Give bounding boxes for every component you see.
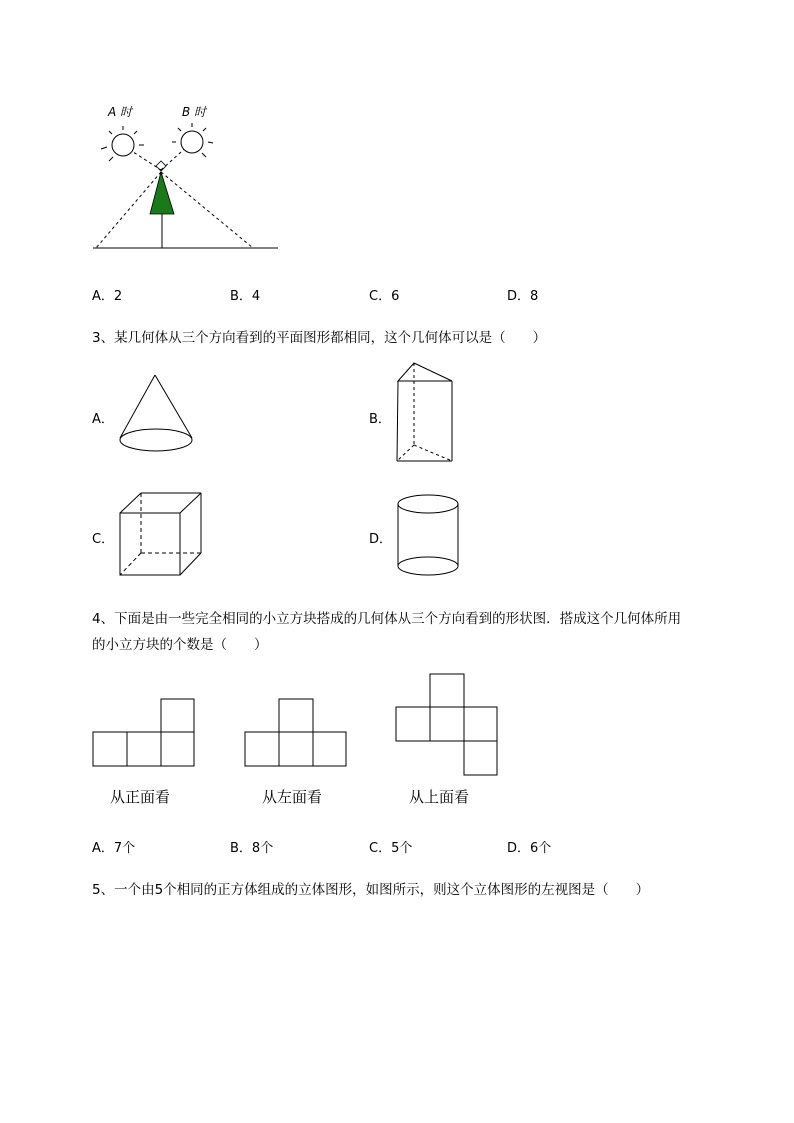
q2-option-d[interactable]: D．8 xyxy=(507,289,539,304)
q3-option-b-label[interactable]: B． xyxy=(369,412,391,427)
front-view-caption: 从正面看 xyxy=(110,788,171,806)
q3-option-a-label[interactable]: A． xyxy=(92,412,114,427)
q4-question-text-line2: 的小立方块的个数是（ ） xyxy=(92,637,268,653)
cone-shape xyxy=(120,375,192,451)
prism-shape xyxy=(397,363,452,461)
q4-option-a[interactable]: A．7个 xyxy=(92,841,136,856)
q3-option-d-label[interactable]: D． xyxy=(369,532,393,547)
q4-option-c[interactable]: C．5个 xyxy=(369,841,413,856)
left-view-caption: 从左面看 xyxy=(262,788,323,806)
top-view-caption: 从上面看 xyxy=(409,788,470,806)
cube-shape xyxy=(120,493,201,575)
q4-option-d[interactable]: D．6个 xyxy=(507,841,552,856)
cylinder-shape xyxy=(398,495,458,575)
q2-option-a[interactable]: A．2 xyxy=(92,289,123,304)
q2-option-b[interactable]: B．4 xyxy=(230,289,261,304)
q4-question-text-line1: 4、下面是由一些完全相同的小立方块搭成的几何体从三个方向看到的形状图．搭成这个几何体所用 xyxy=(92,611,682,627)
q3-question-text: 3、某几何体从三个方向看到的平面图形都相同，这个几何体可以是（ ） xyxy=(92,330,547,346)
sun-b-label: B 时 xyxy=(182,105,207,119)
q4-option-b[interactable]: B．8个 xyxy=(230,841,274,856)
sun-a-label: A 时 xyxy=(108,105,133,119)
q3-option-c-label[interactable]: C． xyxy=(92,532,115,547)
q5-question-text: 5、一个由5个相同的正方体组成的立体图形，如图所示，则这个立体图形的左视图是（ ） xyxy=(92,882,650,898)
q2-option-c[interactable]: C．6 xyxy=(369,289,400,304)
